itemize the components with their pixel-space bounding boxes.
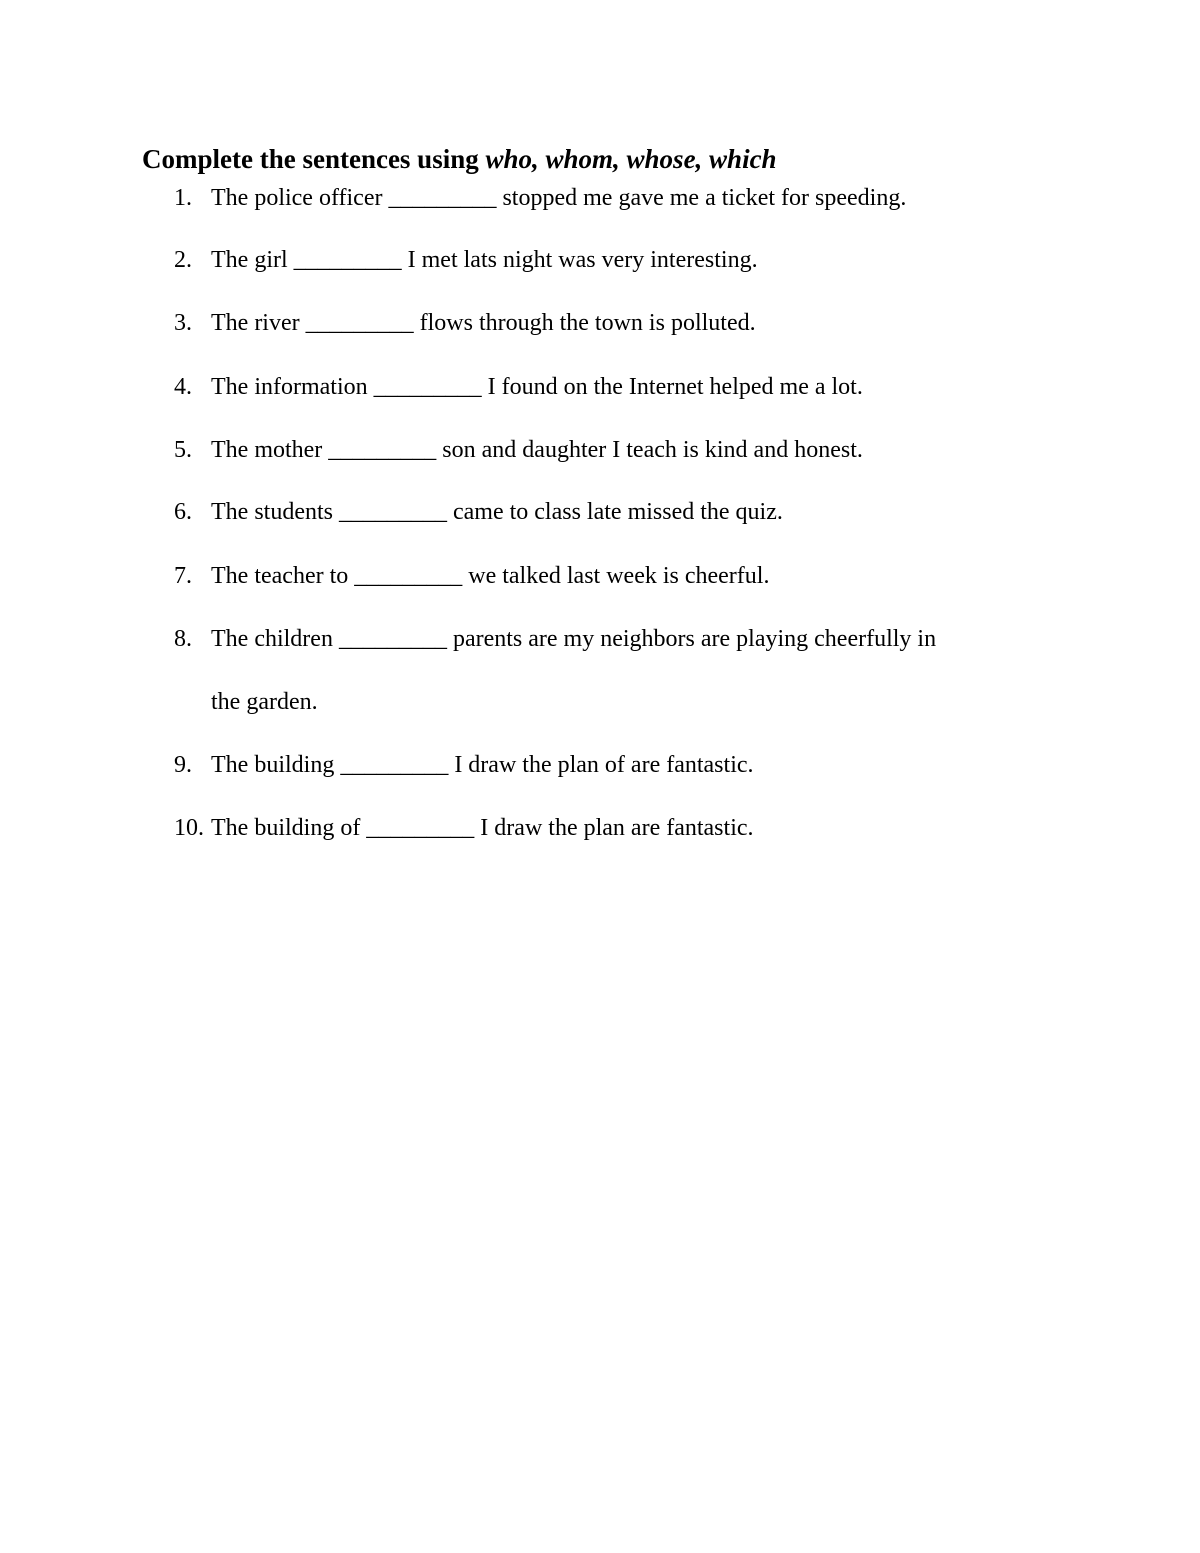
item-sentence: The students _________ came to class late missed the quiz.: [211, 499, 783, 525]
item-sentence: The mother _________ son and daughter I teach is kind and honest.: [211, 437, 863, 463]
item-number: 8.: [174, 626, 192, 652]
heading-text: Complete the sentences using: [142, 144, 486, 174]
item-number: 6.: [174, 499, 192, 525]
item-number: 3.: [174, 310, 192, 336]
item-sentence: The building _________ I draw the plan of are fantastic.: [211, 752, 754, 778]
item-number: 9.: [174, 752, 192, 778]
item-number: 5.: [174, 437, 192, 463]
item-number: 2.: [174, 247, 192, 273]
item-number: 4.: [174, 374, 192, 400]
item-sentence: The teacher to _________ we talked last week is cheerful.: [211, 563, 770, 589]
item-sentence: The river _________ flows through the town is polluted.: [211, 310, 756, 336]
item-sentence: The police officer _________ stopped me gave me a ticket for speeding.: [211, 185, 907, 211]
item-sentence: The children _________ parents are my neighbors are playing cheerfully in: [211, 626, 937, 652]
item-sentence: The girl _________ I met lats night was very interesting.: [211, 247, 758, 273]
item-sentence-continuation: the garden.: [211, 689, 318, 715]
list-item: [0, 622, 1200, 722]
item-sentence: The building of _________ I draw the plan are fantastic.: [211, 815, 754, 841]
item-sentence: The information _________ I found on the Internet helped me a lot.: [211, 374, 863, 400]
item-number: 10.: [174, 815, 204, 841]
item-number: 1.: [174, 185, 192, 211]
item-number: 7.: [174, 563, 192, 589]
worksheet-heading: [142, 139, 777, 179]
heading-emphasis: who, whom, whose, which: [485, 144, 777, 174]
